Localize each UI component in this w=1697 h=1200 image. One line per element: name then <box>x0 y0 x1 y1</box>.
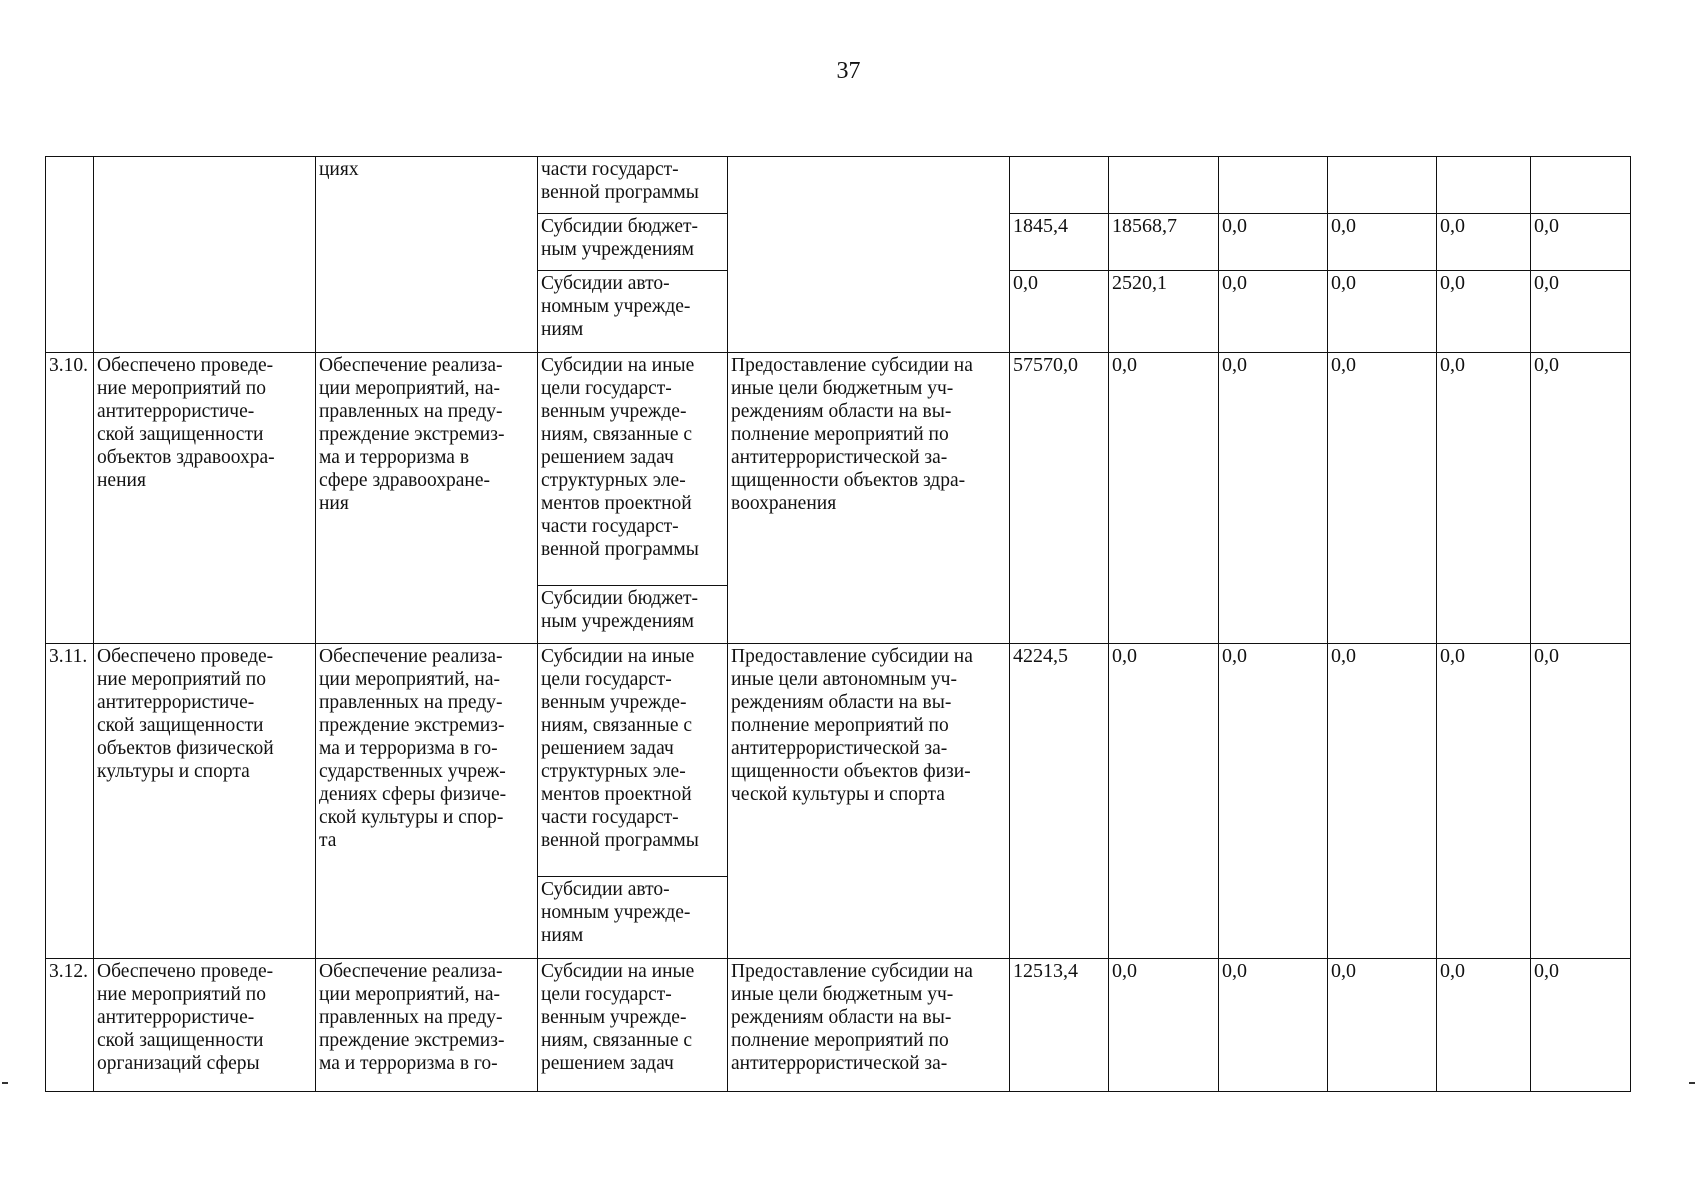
measure-cell: циях <box>316 157 538 353</box>
value-cell: 2520,1 <box>1109 271 1219 353</box>
value-cell: 0,0 <box>1531 353 1631 644</box>
funding-source-cell: Субсидии на иные цели государст- венным учрежде- ниям, связанные с решением задач структурных эле- ментов проектной части государст- венной программы <box>538 353 728 586</box>
value-cell <box>1010 157 1109 214</box>
funding-source-cell: Субсидии бюджет- ным учреждениям <box>538 586 728 644</box>
value-cell <box>1219 157 1328 214</box>
value-cell: 0,0 <box>1328 214 1437 271</box>
row-number-cell <box>46 157 94 353</box>
funding-source-cell: Субсидии авто- номным учрежде- ниям <box>538 877 728 959</box>
value-cell: 0,0 <box>1109 644 1219 959</box>
value-cell: 4224,5 <box>1010 644 1109 959</box>
value-cell: 0,0 <box>1109 959 1219 1092</box>
value-cell: 0,0 <box>1010 271 1109 353</box>
row-number-cell: 3.11. <box>46 644 94 959</box>
value-cell: 0,0 <box>1328 644 1437 959</box>
measure-cell: Обеспечение реализа- ции мероприятий, на- правленных на преду- преждение экстремиз- ма и терроризма в го- <box>316 959 538 1092</box>
value-cell: 0,0 <box>1219 959 1328 1092</box>
result-cell <box>94 157 316 353</box>
table-row <box>46 157 1631 214</box>
scan-edge-mark <box>2 1082 8 1084</box>
value-cell: 0,0 <box>1219 214 1328 271</box>
value-cell: 0,0 <box>1219 353 1328 644</box>
value-cell: 18568,7 <box>1109 214 1219 271</box>
funding-source-cell: части государст- венной программы <box>538 157 728 214</box>
value-cell: 12513,4 <box>1010 959 1109 1092</box>
result-cell: Обеспечено проведе- ние мероприятий по антитеррористиче- ской защищенности объектов физической культуры и спорта <box>94 644 316 959</box>
value-cell <box>1437 157 1531 214</box>
value-cell: 0,0 <box>1109 353 1219 644</box>
funding-source-cell: Субсидии авто- номным учрежде- ниям <box>538 271 728 353</box>
funding-source-cell: Субсидии на иные цели государст- венным учрежде- ниям, связанные с решением задач <box>538 959 728 1092</box>
row-number-cell: 3.12. <box>46 959 94 1092</box>
description-cell: Предоставление субсидии на иные цели автономным уч- реждениям области на вы- полнение мероприятий по антитеррористической за- щищенности объектов физи- ческой культуры и спорта <box>728 644 1010 959</box>
result-cell: Обеспечено проведе- ние мероприятий по антитеррористиче- ской защищенности объектов здравоохра- нения <box>94 353 316 644</box>
table-row <box>46 959 1631 1092</box>
value-cell: 0,0 <box>1219 271 1328 353</box>
value-cell: 0,0 <box>1531 959 1631 1092</box>
value-cell: 0,0 <box>1437 353 1531 644</box>
description-cell: Предоставление субсидии на иные цели бюджетным уч- реждениям области на вы- полнение мероприятий по антитеррористической за- <box>728 959 1010 1092</box>
row-number-cell: 3.10. <box>46 353 94 644</box>
value-cell: 1845,4 <box>1010 214 1109 271</box>
measure-cell: Обеспечение реализа- ции мероприятий, на- правленных на преду- преждение экстремиз- ма и терроризма в го- сударственных учреж- дениях сферы физиче- ской культуры и спор- та <box>316 644 538 959</box>
funding-source-cell: Субсидии бюджет- ным учреждениям <box>538 214 728 271</box>
value-cell: 0,0 <box>1328 271 1437 353</box>
result-cell: Обеспечено проведе- ние мероприятий по антитеррористиче- ской защищенности организаций сферы <box>94 959 316 1092</box>
description-cell: Предоставление субсидии на иные цели бюджетным уч- реждениям области на вы- полнение мероприятий по антитеррористической за- щищенности объектов здра- воохранения <box>728 353 1010 644</box>
scan-edge-mark <box>1689 1082 1695 1084</box>
value-cell: 0,0 <box>1437 644 1531 959</box>
value-cell <box>1531 157 1631 214</box>
value-cell: 0,0 <box>1328 353 1437 644</box>
page-number: 37 <box>836 58 861 84</box>
value-cell: 0,0 <box>1219 644 1328 959</box>
value-cell: 0,0 <box>1437 214 1531 271</box>
measure-cell: Обеспечение реализа- ции мероприятий, на- правленных на преду- преждение экстремиз- ма и терроризма в сфере здравоохране- ния <box>316 353 538 644</box>
value-cell: 0,0 <box>1531 214 1631 271</box>
value-cell: 0,0 <box>1328 959 1437 1092</box>
value-cell: 0,0 <box>1437 959 1531 1092</box>
value-cell <box>1328 157 1437 214</box>
description-cell <box>728 157 1010 353</box>
value-cell: 0,0 <box>1531 271 1631 353</box>
value-cell: 0,0 <box>1531 644 1631 959</box>
table-row <box>46 353 1631 586</box>
funding-source-cell: Субсидии на иные цели государст- венным учрежде- ниям, связанные с решением задач структурных эле- ментов проектной части государст- венной программы <box>538 644 728 877</box>
value-cell: 0,0 <box>1437 271 1531 353</box>
budget-table <box>45 156 1631 1092</box>
value-cell <box>1109 157 1219 214</box>
value-cell: 57570,0 <box>1010 353 1109 644</box>
table-row <box>46 644 1631 877</box>
